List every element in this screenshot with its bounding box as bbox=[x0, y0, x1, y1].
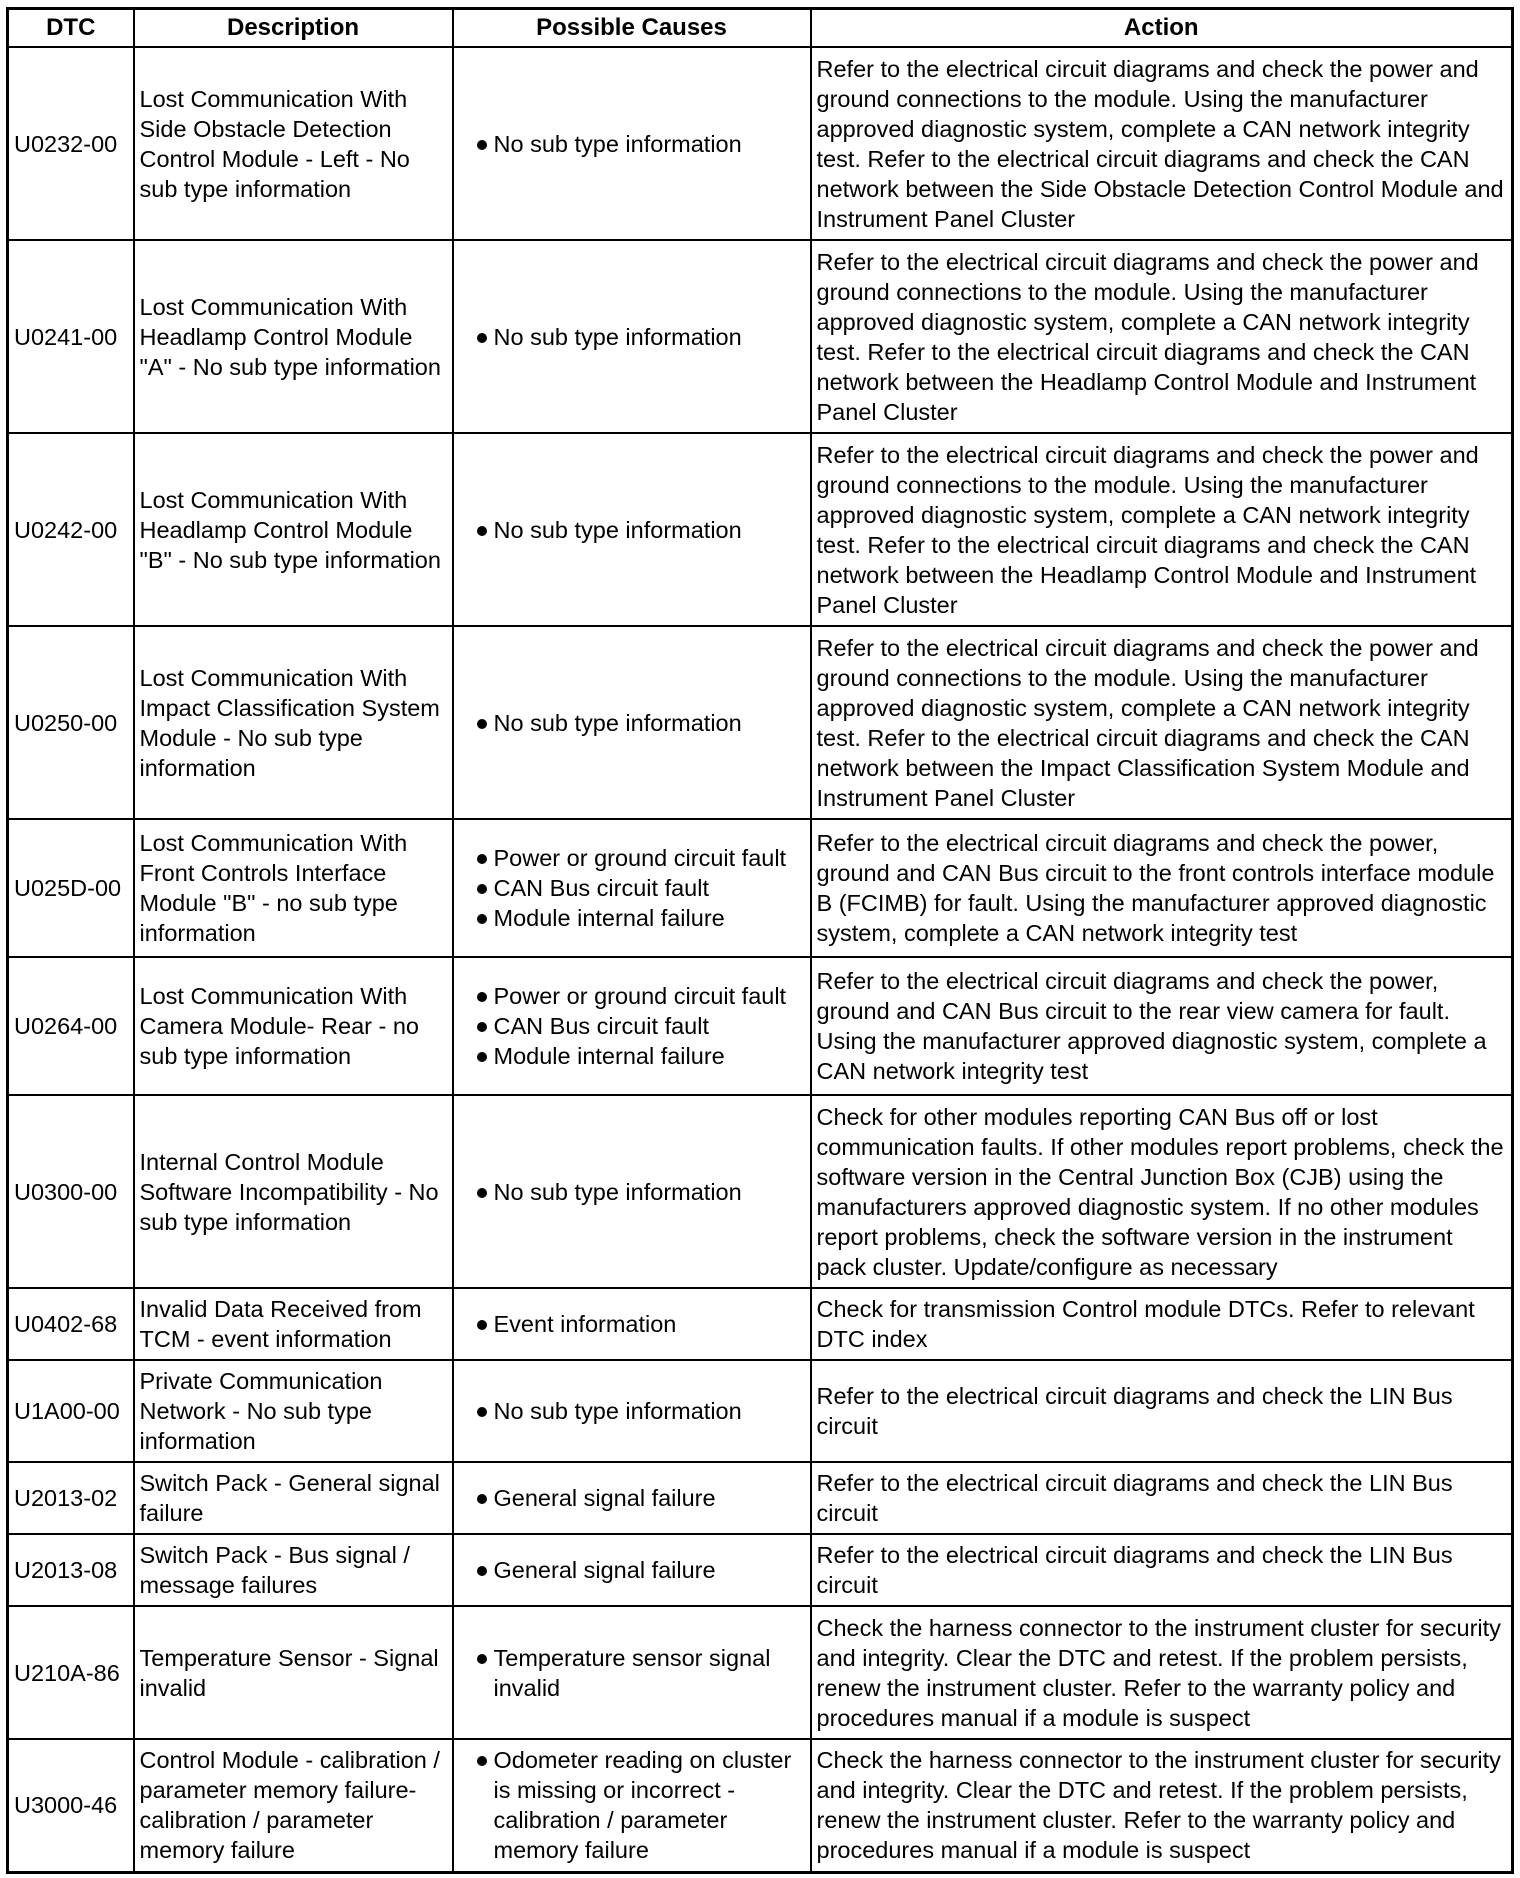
cause-item: No sub type information bbox=[459, 708, 805, 738]
dtc-code: U0264-00 bbox=[8, 957, 134, 1095]
dtc-table bbox=[6, 7, 1514, 1874]
dtc-code: U0300-00 bbox=[8, 1095, 134, 1288]
possible-causes bbox=[453, 433, 811, 626]
dtc-action: Refer to the electrical circuit diagrams and check the power and ground connections to the module. Using the manufacturer approved diagnostic system, complete a CAN network integrity test. Refer to the electrical circuit diagrams and check the CAN network between the Impact Classification System Module and Instrument Panel Cluster bbox=[811, 626, 1513, 819]
cause-item: Power or ground circuit fault bbox=[459, 843, 805, 873]
cause-item: Module internal failure bbox=[459, 1041, 805, 1071]
dtc-action: Check the harness connector to the instrument cluster for security and integrity. Clear the DTC and retest. If the problem persists, renew the instrument cluster. Refer to the warranty policy and procedures manual if a module is suspect bbox=[811, 1606, 1513, 1739]
dtc-description: Private Communication Network - No sub type information bbox=[134, 1360, 453, 1462]
table-row bbox=[8, 1462, 1513, 1534]
dtc-description: Control Module - calibration / parameter memory failure- calibration / parameter memory failure bbox=[134, 1739, 453, 1872]
cause-item: General signal failure bbox=[459, 1555, 805, 1585]
table-row bbox=[8, 1606, 1513, 1739]
table-row bbox=[8, 1534, 1513, 1606]
cause-item: Event information bbox=[459, 1309, 805, 1339]
possible-causes bbox=[453, 626, 811, 819]
dtc-description: Lost Communication With Front Controls Interface Module "B" - no sub type information bbox=[134, 819, 453, 957]
causes-list bbox=[459, 1555, 805, 1585]
dtc-description: Temperature Sensor - Signal invalid bbox=[134, 1606, 453, 1739]
dtc-action: Refer to the electrical circuit diagrams and check the power, ground and CAN Bus circuit to the rear view camera for fault. Using the manufacturer approved diagnostic system, complete a CAN network integrity test bbox=[811, 957, 1513, 1095]
possible-causes bbox=[453, 819, 811, 957]
causes-list bbox=[459, 515, 805, 545]
dtc-description: Invalid Data Received from TCM - event information bbox=[134, 1288, 453, 1360]
dtc-action: Refer to the electrical circuit diagrams and check the LIN Bus circuit bbox=[811, 1462, 1513, 1534]
dtc-action: Check for other modules reporting CAN Bus off or lost communication faults. If other modules report problems, check the software version in the Central Junction Box (CJB) using the manufacturers approved diagnostic system. If no other modules report problems, check the software version in the instrument pack cluster. Update/configure as necessary bbox=[811, 1095, 1513, 1288]
header-dtc: DTC bbox=[8, 9, 134, 48]
cause-item: Temperature sensor signal invalid bbox=[459, 1643, 805, 1703]
possible-causes bbox=[453, 240, 811, 433]
causes-list bbox=[459, 129, 805, 159]
possible-causes bbox=[453, 1534, 811, 1606]
causes-list bbox=[459, 1396, 805, 1426]
dtc-description: Lost Communication With Camera Module- Rear - no sub type information bbox=[134, 957, 453, 1095]
dtc-description: Internal Control Module Software Incompatibility - No sub type information bbox=[134, 1095, 453, 1288]
possible-causes bbox=[453, 1606, 811, 1739]
dtc-code: U3000-46 bbox=[8, 1739, 134, 1872]
table-row bbox=[8, 240, 1513, 433]
dtc-action: Refer to the electrical circuit diagrams and check the power and ground connections to the module. Using the manufacturer approved diagnostic system, complete a CAN network integrity test. Refer to the electrical circuit diagrams and check the CAN network between the Headlamp Control Module and Instrument Panel Cluster bbox=[811, 433, 1513, 626]
dtc-code: U0402-68 bbox=[8, 1288, 134, 1360]
cause-item: No sub type information bbox=[459, 515, 805, 545]
dtc-action: Refer to the electrical circuit diagrams and check the power and ground connections to the module. Using the manufacturer approved diagnostic system, complete a CAN network integrity test. Refer to the electrical circuit diagrams and check the CAN network between the Headlamp Control Module and Instrument Panel Cluster bbox=[811, 240, 1513, 433]
dtc-code: U210A-86 bbox=[8, 1606, 134, 1739]
causes-list bbox=[459, 1745, 805, 1865]
dtc-action: Check for transmission Control module DTCs. Refer to relevant DTC index bbox=[811, 1288, 1513, 1360]
cause-item: No sub type information bbox=[459, 1177, 805, 1207]
cause-item: No sub type information bbox=[459, 129, 805, 159]
dtc-action: Refer to the electrical circuit diagrams and check the power, ground and CAN Bus circuit to the front controls interface module B (FCIMB) for fault. Using the manufacturer approved diagnostic system, complete a CAN network integrity test bbox=[811, 819, 1513, 957]
table-row bbox=[8, 819, 1513, 957]
possible-causes bbox=[453, 1360, 811, 1462]
possible-causes bbox=[453, 1462, 811, 1534]
header-description: Description bbox=[134, 9, 453, 48]
dtc-code: U2013-02 bbox=[8, 1462, 134, 1534]
table-row bbox=[8, 1360, 1513, 1462]
cause-item: CAN Bus circuit fault bbox=[459, 1011, 805, 1041]
header-possible-causes: Possible Causes bbox=[453, 9, 811, 48]
dtc-description: Switch Pack - General signal failure bbox=[134, 1462, 453, 1534]
header-row bbox=[8, 9, 1513, 48]
possible-causes bbox=[453, 957, 811, 1095]
table-row bbox=[8, 47, 1513, 240]
possible-causes bbox=[453, 1288, 811, 1360]
dtc-description: Lost Communication With Headlamp Control Module "A" - No sub type information bbox=[134, 240, 453, 433]
causes-list bbox=[459, 981, 805, 1071]
cause-item: No sub type information bbox=[459, 322, 805, 352]
cause-item: Module internal failure bbox=[459, 903, 805, 933]
causes-list bbox=[459, 1177, 805, 1207]
header-action: Action bbox=[811, 9, 1513, 48]
dtc-description: Switch Pack - Bus signal / message failures bbox=[134, 1534, 453, 1606]
possible-causes bbox=[453, 47, 811, 240]
dtc-code: U0241-00 bbox=[8, 240, 134, 433]
dtc-code: U0242-00 bbox=[8, 433, 134, 626]
dtc-action: Refer to the electrical circuit diagrams and check the power and ground connections to the module. Using the manufacturer approved diagnostic system, complete a CAN network integrity test. Refer to the electrical circuit diagrams and check the CAN network between the Side Obstacle Detection Control Module and Instrument Panel Cluster bbox=[811, 47, 1513, 240]
dtc-action: Refer to the electrical circuit diagrams and check the LIN Bus circuit bbox=[811, 1534, 1513, 1606]
table-row bbox=[8, 626, 1513, 819]
causes-list bbox=[459, 1483, 805, 1513]
dtc-code: U0232-00 bbox=[8, 47, 134, 240]
dtc-code: U025D-00 bbox=[8, 819, 134, 957]
dtc-action: Check the harness connector to the instrument cluster for security and integrity. Clear the DTC and retest. If the problem persists, renew the instrument cluster. Refer to the warranty policy and procedures manual if a module is suspect bbox=[811, 1739, 1513, 1872]
causes-list bbox=[459, 843, 805, 933]
cause-item: General signal failure bbox=[459, 1483, 805, 1513]
causes-list bbox=[459, 322, 805, 352]
table-row bbox=[8, 957, 1513, 1095]
dtc-code: U0250-00 bbox=[8, 626, 134, 819]
cause-item: Odometer reading on cluster is missing or incorrect - calibration / parameter memory failure bbox=[459, 1745, 805, 1865]
causes-list bbox=[459, 1309, 805, 1339]
dtc-description: Lost Communication With Headlamp Control Module "B" - No sub type information bbox=[134, 433, 453, 626]
dtc-code: U1A00-00 bbox=[8, 1360, 134, 1462]
possible-causes bbox=[453, 1095, 811, 1288]
cause-item: No sub type information bbox=[459, 1396, 805, 1426]
cause-item: CAN Bus circuit fault bbox=[459, 873, 805, 903]
table-row bbox=[8, 1739, 1513, 1872]
dtc-description: Lost Communication With Impact Classification System Module - No sub type information bbox=[134, 626, 453, 819]
table-row bbox=[8, 1288, 1513, 1360]
dtc-action: Refer to the electrical circuit diagrams and check the LIN Bus circuit bbox=[811, 1360, 1513, 1462]
causes-list bbox=[459, 1643, 805, 1703]
dtc-description: Lost Communication With Side Obstacle Detection Control Module - Left - No sub type information bbox=[134, 47, 453, 240]
dtc-code: U2013-08 bbox=[8, 1534, 134, 1606]
table-row bbox=[8, 433, 1513, 626]
possible-causes bbox=[453, 1739, 811, 1872]
table-row bbox=[8, 1095, 1513, 1288]
causes-list bbox=[459, 708, 805, 738]
cause-item: Power or ground circuit fault bbox=[459, 981, 805, 1011]
